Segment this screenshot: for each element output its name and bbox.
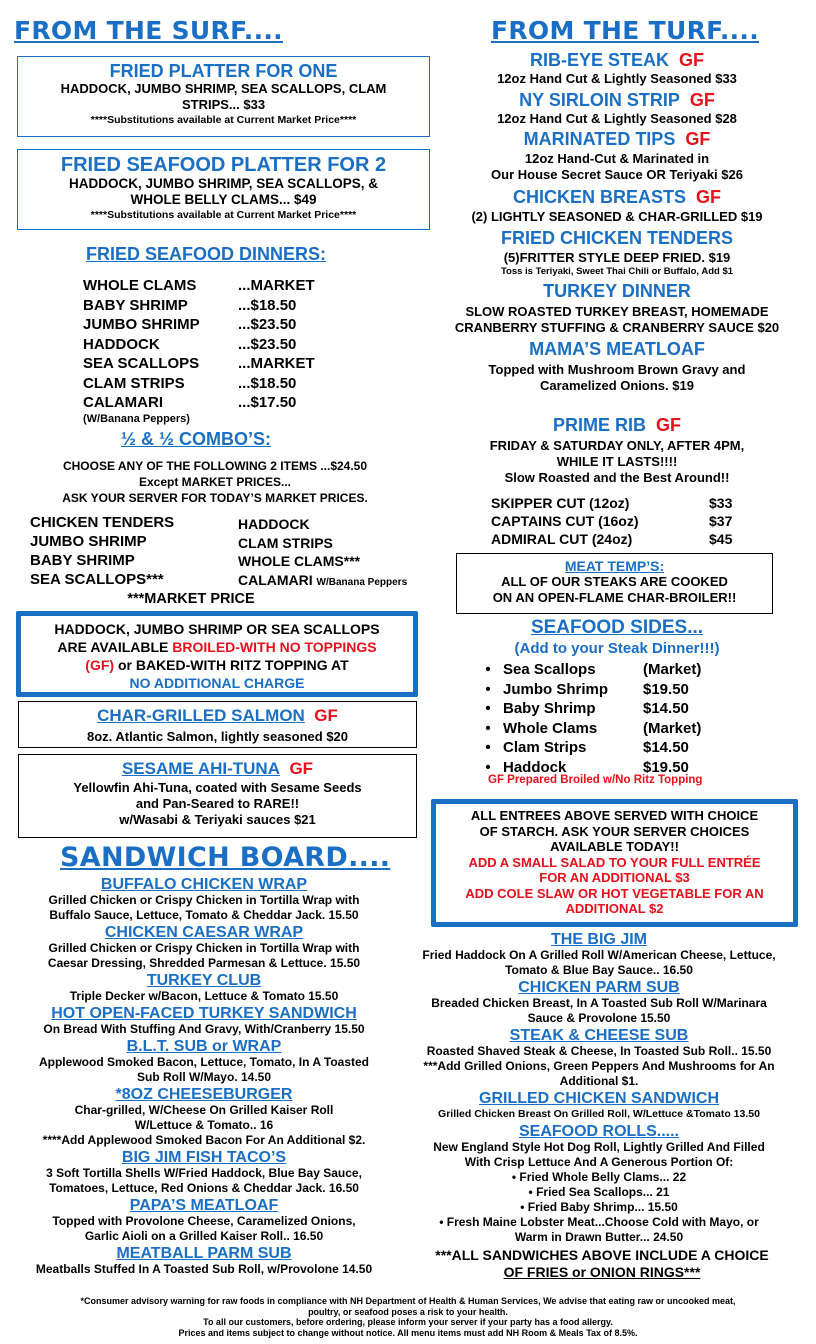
combo-line-2: Except MARKET PRICES... (138, 475, 292, 489)
sandwich-item-desc: Fried Haddock On A Grilled Roll W/American Cheese, Lettuce, (422, 948, 776, 962)
prime-rib-line-3: Slow Roasted and the Best Around!! (504, 470, 730, 485)
cut-row: CAPTAINS CUT (16oz) $37 (491, 513, 733, 529)
fries-note-1: ***ALL SANDWICHES ABOVE INCLUDE A CHOICE (435, 1247, 769, 1263)
turf-item (432, 281, 802, 336)
combo-right-list (238, 515, 407, 592)
combo-left-list (30, 513, 174, 589)
combo-line-3: ASK YOUR SERVER FOR TODAY’S MARKET PRICES. (62, 491, 368, 505)
sandwich-item-desc: ****Add Applewood Smoked Bacon For An Additional $2. (42, 1133, 366, 1147)
entrees-red-3: ADD COLE SLAW OR HOT VEGETABLE FOR AN (465, 885, 764, 901)
sides-note: GF Prepared Broiled w/No Ritz Topping (488, 774, 703, 786)
turf-item-desc: Topped with Mushroom Brown Gravy and (488, 362, 746, 377)
combo-item: JUMBO SHRIMP (30, 533, 147, 550)
sandwich-item (394, 979, 804, 1026)
sandwich-item-desc: 3 Soft Tortilla Shells W/Fried Haddock, Blue Bay Sauce, (46, 1166, 362, 1180)
entrees-line-3: AVAILABLE TODAY!! (550, 839, 679, 854)
sandwich-item-desc: Sub Roll W/Mayo. 14.50 (136, 1070, 272, 1084)
sandwich-item (4, 1038, 404, 1085)
turf-item-title: NY SIRLOIN STRIP GF (519, 90, 715, 110)
sandwich-item-desc: Char-grilled, W/Cheese On Grilled Kaiser Roll (74, 1103, 334, 1117)
sandwich-item-title: BIG JIM FISH TACO’S (121, 1149, 287, 1166)
sandwich-item (4, 876, 404, 923)
combo-item: SEA SCALLOPS*** (30, 571, 164, 588)
footer (4, 1296, 812, 1338)
combo-item: HADDOCK (238, 516, 310, 532)
platter-two-desc-1: HADDOCK, JUMBO SHRIMP, SEA SCALLOPS, & (68, 176, 379, 191)
sandwich-item-title: BUFFALO CHICKEN WRAP (100, 876, 308, 893)
footer-line-2: poultry, or seafood poses a risk to your health. (308, 1306, 508, 1317)
turf-item (432, 228, 802, 277)
calamari-note: (W/Banana Peppers) (83, 412, 190, 425)
prime-rib-title: PRIME RIB GF (552, 415, 682, 435)
turf-item-title: CHICKEN BREASTS GF (512, 187, 722, 207)
side-item: • Haddock $19.50 (485, 758, 689, 776)
entrees-box (431, 799, 798, 927)
sandwich-item-desc: Topped with Provolone Cheese, Caramelized Onions, (52, 1214, 356, 1228)
dinner-item: BABY SHRIMP ...$18.50 (83, 296, 297, 314)
dinner-item: WHOLE CLAMS ...MARKET (83, 277, 315, 294)
side-item: • Baby Shrimp $14.50 (485, 700, 689, 717)
turf-item-desc: Our House Secret Sauce OR Teriyaki $26 (491, 167, 743, 182)
dinner-item: JUMBO SHRIMP ...$23.50 (83, 316, 297, 333)
turf-item-note: Toss is Teriyaki, Sweet Thai Chili or Buffalo, Add $1 (500, 266, 734, 277)
platter-one-box (17, 56, 430, 137)
broiled-line-2: ARE AVAILABLE BROILED-WITH NO TOPPINGS (57, 639, 377, 655)
turf-item-title: TURKEY DINNER (543, 281, 691, 301)
meat-temp-box (456, 553, 773, 614)
sandwich-item-title: CHICKEN PARM SUB (518, 979, 680, 996)
side-item: • Jumbo Shrimp $19.50 (485, 680, 689, 698)
turf-item-desc: (5)FRITTER STYLE DEEP FRIED. $19 (503, 250, 731, 265)
dinners-title: FRIED SEAFOOD DINNERS: (85, 244, 326, 264)
meat-temp-line-1: ALL OF OUR STEAKS ARE COOKED (501, 574, 728, 589)
sandwich-item-desc: Tomatoes, Lettuce, Red Onions & Cheddar Jack. 16.50 (49, 1181, 359, 1195)
tuna-title: SESAME AHI-TUNA GF (121, 759, 314, 778)
dinner-item: HADDOCK ...$23.50 (83, 335, 297, 353)
combo-line-1: CHOOSE ANY OF THE FOLLOWING 2 ITEMS ...$24.50 (62, 459, 368, 473)
sides-subtitle: (Add to your Steak Dinner!!!) (514, 640, 720, 657)
dinner-item: CLAM STRIPS ...$18.50 (83, 374, 297, 392)
side-item: • Clam Strips $14.50 (485, 739, 689, 756)
entrees-red-4: ADDITIONAL $2 (565, 901, 664, 916)
platter-one-desc-2: STRIPS... $33 (181, 97, 266, 112)
combo-instructions (0, 458, 430, 506)
surf-title: FROM THE SURF.... (14, 16, 283, 45)
salmon-desc: 8oz. Atlantic Salmon, lightly seasoned $20 (86, 729, 349, 744)
prime-rib-cuts (491, 494, 732, 548)
prime-rib-line-1: FRIDAY & SATURDAY ONLY, AFTER 4PM, (489, 438, 745, 453)
sandwich-item-title: MEATBALL PARM SUB (116, 1245, 292, 1262)
platter-one-desc-1: HADDOCK, JUMBO SHRIMP, SEA SCALLOPS, CLAM (60, 81, 387, 96)
turf-item-desc: 12oz Hand Cut & Lightly Seasoned $33 (497, 71, 737, 86)
turf-item (432, 339, 802, 394)
sandwich-item (4, 924, 404, 971)
seafood-roll-item: • Fresh Maine Lobster Meat...Choose Cold with Mayo, or (439, 1215, 759, 1229)
sandwich-item-title: CHICKEN CAESAR WRAP (104, 924, 304, 941)
platter-two-title: FRIED SEAFOOD PLATTER FOR 2 (60, 154, 387, 176)
combo-item: CALAMARI W/Banana Peppers (238, 571, 408, 588)
entrees-red-1: ADD A SMALL SALAD TO YOUR FULL ENTRÉE (468, 854, 761, 870)
fries-note-2: OF FRIES or ONION RINGS*** (503, 1264, 701, 1280)
sandwich-item (394, 1027, 804, 1089)
platter-one-title: FRIED PLATTER FOR ONE (109, 61, 338, 81)
turf-item-desc: CRANBERRY STUFFING & CRANBERRY SAUCE $20 (454, 320, 780, 335)
broiled-line-3: (GF) or BAKED-WITH RITZ TOPPING AT (85, 657, 349, 673)
sides-list (473, 660, 701, 777)
sandwich-item-desc: Tomato & Blue Bay Sauce.. 16.50 (505, 963, 693, 977)
dinner-item: CALAMARI ...$17.50 (83, 394, 297, 411)
sandwich-title: SANDWICH BOARD.... (60, 842, 391, 873)
dinner-item: SEA SCALLOPS ...MARKET (83, 355, 315, 372)
turf-item-title: MARINATED TIPS GF (523, 129, 711, 149)
turf-item-title: FRIED CHICKEN TENDERS (500, 228, 733, 248)
sandwich-item-desc: Garlic Aioli on a Grilled Kaiser Roll.. 16.50 (84, 1229, 324, 1243)
sandwich-item-desc: W/Lettuce & Tomato.. 16 (134, 1118, 274, 1132)
seafood-roll-item: • Fried Sea Scallops... 21 (528, 1185, 670, 1199)
sandwich-item-desc: Meatballs Stuffed In A Toasted Sub Roll, w/Provolone 14.50 (35, 1262, 373, 1276)
sandwich-item-desc: Triple Decker w/Bacon, Lettuce & Tomato 15.50 (69, 989, 339, 1003)
tuna-desc-1: Yellowfin Ahi-Tuna, coated with Sesame Seeds (73, 780, 362, 795)
sandwich-item-title: *8OZ CHEESEBURGER (115, 1086, 293, 1103)
sandwich-item-desc: Caesar Dressing, Shredded Parmesan & Lettuce. 15.50 (47, 956, 361, 970)
platter-two-box (17, 149, 430, 230)
fries-note (400, 1247, 804, 1281)
sandwich-item-desc: Grilled Chicken or Crispy Chicken in Tortilla Wrap with (48, 893, 360, 907)
turf-item (432, 50, 802, 87)
sandwich-item (394, 931, 804, 978)
sandwich-item-desc: Applewood Smoked Bacon, Lettuce, Tomato, In A Toasted (38, 1055, 370, 1069)
seafood-roll-item: • Fried Whole Belly Clams... 22 (511, 1170, 687, 1184)
sandwich-left-list (4, 876, 404, 1278)
entrees-line-2: OF STARCH. ASK YOUR SERVER CHOICES (479, 823, 750, 839)
entrees-line-1: ALL ENTREES ABOVE SERVED WITH CHOICE (470, 808, 759, 823)
footer-line-1: *Consumer advisory warning for raw foods in compliance with NH Department of Health & Human Services, We advise that eating raw or uncooked meat, (80, 1296, 736, 1306)
turf-title: FROM THE TURF.... (491, 16, 760, 45)
broiled-line-4: NO ADDITIONAL CHARGE (129, 675, 305, 691)
turf-item (432, 187, 802, 225)
sandwich-item (4, 972, 404, 1004)
footer-line-4: Prices and items subject to change without notice. All menu items must add NH Room & Meals Tax of 8.5%. (178, 1327, 638, 1338)
sandwich-item-title: GRILLED CHICKEN SANDWICH (479, 1090, 719, 1107)
side-item: • Sea Scallops (Market) (485, 661, 702, 678)
combo-item: CHICKEN TENDERS (30, 514, 175, 531)
sandwich-item-title: HOT OPEN-FACED TURKEY SANDWICH (51, 1005, 357, 1022)
sandwich-item-title: B.L.T. SUB or WRAP (126, 1038, 282, 1055)
sandwich-item-desc: Additional $1. (559, 1074, 639, 1088)
footer-line-3: To all our customers, before ordering, please inform your server if your party has a food allergy. (203, 1317, 613, 1327)
sandwich-item-title: THE BIG JIM (550, 931, 647, 948)
combo-item: CLAM STRIPS (238, 534, 333, 551)
turf-item (432, 90, 802, 127)
sandwich-item (4, 1005, 404, 1037)
seafood-rolls-title: SEAFOOD ROLLS..... (518, 1123, 679, 1140)
sandwich-item-title: PAPA’S MEATLOAF (129, 1197, 279, 1214)
sandwich-item-desc: Grilled Chicken or Crispy Chicken in Tortilla Wrap with (48, 941, 360, 955)
sandwich-item-desc: Sauce & Provolone 15.50 (527, 1011, 671, 1025)
sides-title: SEAFOOD SIDES... (530, 617, 704, 638)
tuna-box (18, 754, 417, 838)
sandwich-item (4, 1149, 404, 1196)
sandwich-item (394, 1090, 804, 1122)
prime-rib (432, 415, 802, 486)
combo-title: ½ & ½ COMBO’S: (120, 429, 272, 449)
sandwich-item-desc: Buffalo Sauce, Lettuce, Tomato & Cheddar Jack. 15.50 (49, 908, 359, 922)
sandwich-right-list (394, 931, 804, 1246)
turf-list (432, 50, 802, 394)
turf-item (432, 129, 802, 183)
sandwich-item-desc: ***Add Grilled Onions, Green Peppers And Mushrooms for An (423, 1059, 775, 1073)
seafood-roll-item: • Fried Baby Shrimp... 15.50 (520, 1200, 678, 1214)
combo-item: BABY SHRIMP (30, 552, 135, 569)
tuna-desc-2: and Pan-Seared to RARE!! (135, 796, 300, 811)
tuna-desc-3: w/Wasabi & Teriyaki sauces $21 (119, 812, 316, 827)
seafood-rolls-desc: With Crisp Lettuce And A Generous Portion Of: (464, 1155, 734, 1169)
salmon-box (18, 701, 417, 748)
platter-two-note: ****Substitutions available at Current Market Price**** (90, 209, 357, 221)
turf-item-title: MAMA’S MEATLOAF (529, 339, 705, 359)
meat-temp-line-2: ON AN OPEN-FLAME CHAR-BROILER!! (492, 590, 737, 605)
sandwich-item-title: TURKEY CLUB (146, 972, 262, 989)
turf-item-desc: (2) LIGHTLY SEASONED & CHAR-GRILLED $19 (471, 209, 763, 224)
platter-two-desc-2: WHOLE BELLY CLAMS... $49 (130, 192, 317, 207)
cut-row: ADMIRAL CUT (24oz) $45 (491, 531, 733, 547)
prime-rib-line-2: WHILE IT LASTS!!!! (556, 454, 678, 469)
sandwich-item (4, 1086, 404, 1148)
seafood-rolls-desc: New England Style Hot Dog Roll, Lightly Grilled And Filled (433, 1140, 765, 1154)
sandwich-item (4, 1245, 404, 1277)
turf-item-desc: SLOW ROASTED TURKEY BREAST, HOMEMADE (465, 304, 769, 319)
dinners-list (83, 276, 315, 425)
seafood-roll-item: Warm in Drawn Butter... 24.50 (514, 1230, 684, 1244)
combo-item: WHOLE CLAMS*** (238, 553, 361, 569)
combo-market-note: ***MARKET PRICE (127, 591, 255, 607)
broiled-box (16, 611, 418, 697)
broiled-line-1: HADDOCK, JUMBO SHRIMP OR SEA SCALLOPS (54, 621, 380, 637)
sandwich-item (4, 1197, 404, 1244)
entrees-red-2: FOR AN ADDITIONAL $3 (539, 870, 690, 885)
sandwich-item-desc: Roasted Shaved Steak & Cheese, In Toasted Sub Roll.. 15.50 (426, 1044, 772, 1058)
sandwich-item-desc: Grilled Chicken Breast On Grilled Roll, W/Lettuce &Tomato 13.50 (438, 1108, 760, 1120)
cut-row: SKIPPER CUT (12oz) $33 (491, 495, 733, 511)
meat-temp-title: MEAT TEMP’S: (564, 558, 665, 574)
turf-item-title: RIB-EYE STEAK GF (529, 50, 705, 70)
salmon-title: CHAR-GRILLED SALMON GF (97, 706, 338, 725)
platter-one-note: ****Substitutions available at Current Market Price**** (90, 114, 357, 126)
side-item: • Whole Clams (Market) (485, 719, 702, 737)
turf-item-desc: 12oz Hand-Cut & Marinated in (524, 151, 710, 166)
turf-item-desc: 12oz Hand Cut & Lightly Seasoned $28 (497, 111, 737, 126)
sandwich-item-desc: Breaded Chicken Breast, In A Toasted Sub Roll W/Marinara (431, 996, 767, 1010)
sandwich-item-desc: On Bread With Stuffing And Gravy, With/Cranberry 15.50 (43, 1022, 365, 1036)
sandwich-item-title: STEAK & CHEESE SUB (509, 1027, 689, 1044)
seafood-rolls (394, 1123, 804, 1245)
turf-item-desc: Caramelized Onions. $19 (540, 378, 694, 393)
